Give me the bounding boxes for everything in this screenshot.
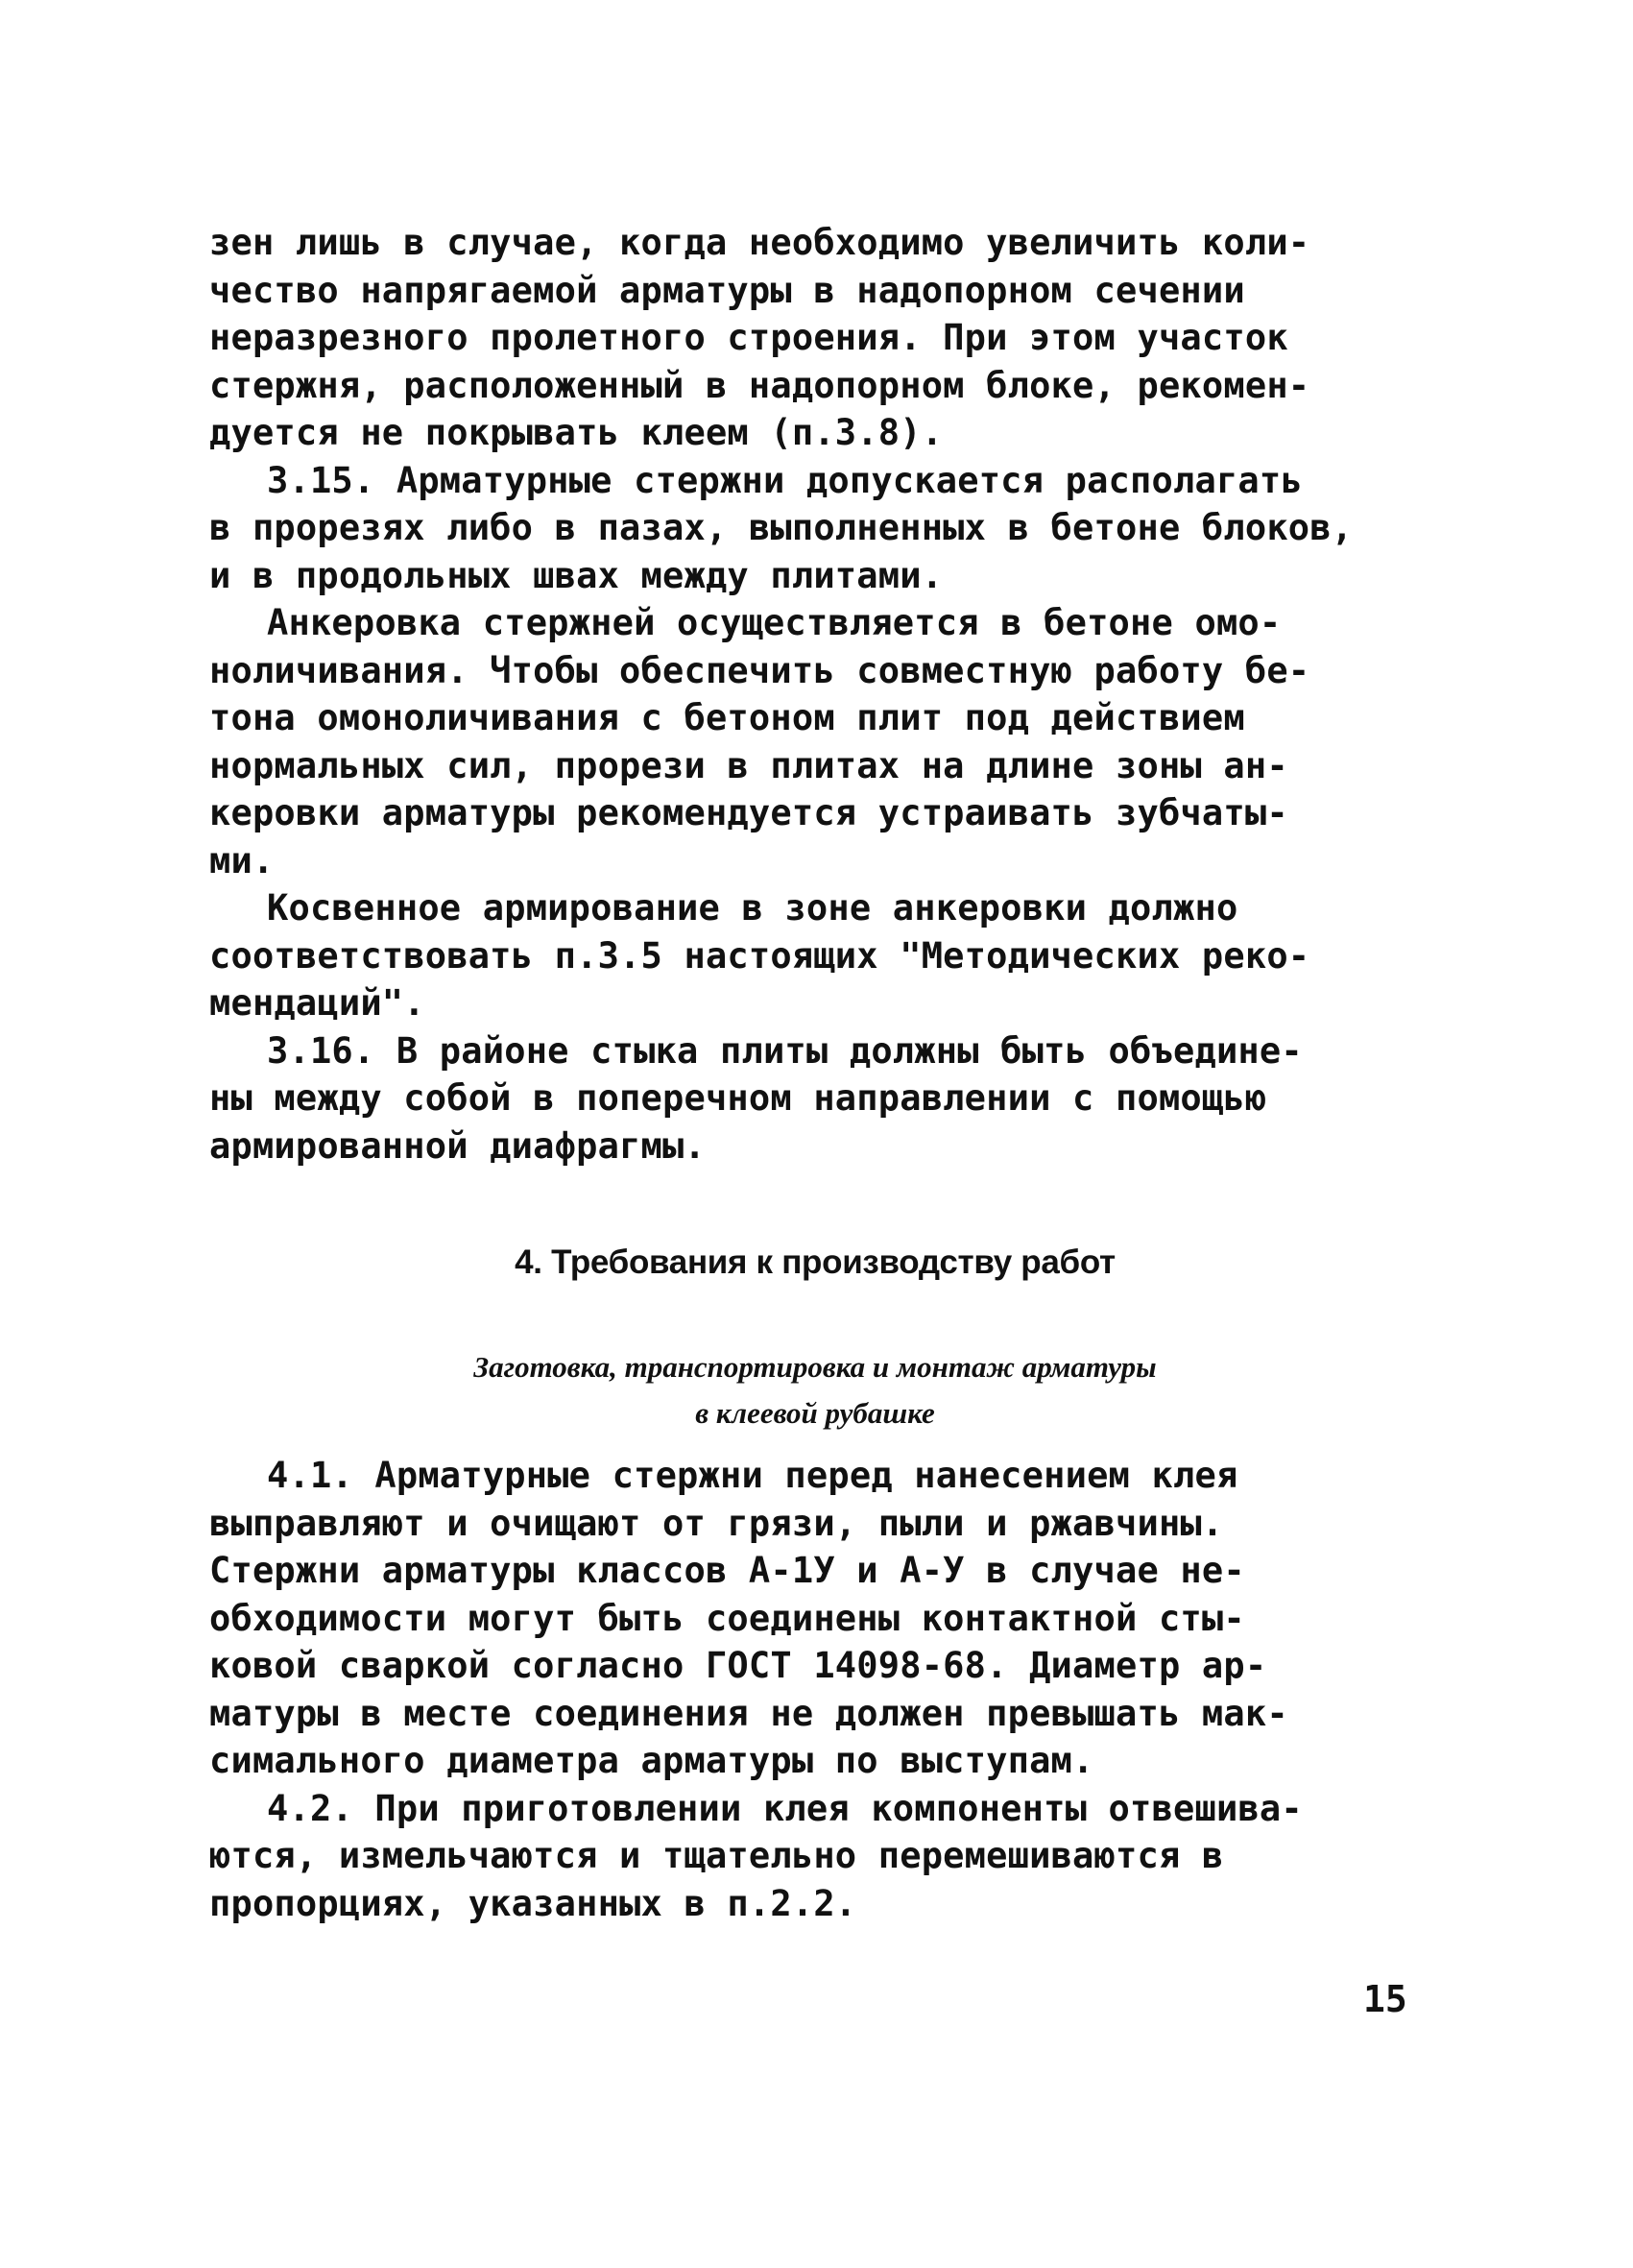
paragraph-anchoring-start: Анкеровка стержней осуществляется в бетоне омо- — [267, 602, 1282, 643]
text-line: обходимости могут быть соединены контактной сты- — [209, 1597, 1245, 1639]
text-line: симального диаметра арматуры по выступам. — [209, 1740, 1094, 1781]
text-line: тона омоноличивания с бетоном плит под действием — [209, 697, 1245, 738]
text-line: матуры в месте соединения не должен превышать мак- — [209, 1692, 1288, 1734]
text-line: неразрезного пролетного строения. При этом участок — [209, 317, 1288, 358]
paragraph-4-2-start: 4.2. При приготовлении клея компоненты отвешива- — [267, 1787, 1303, 1829]
text-line: армированной диафрагмы. — [209, 1124, 706, 1167]
text-line: пропорциях, указанных в п.2.2. — [209, 1882, 857, 1924]
section-heading: 4. Требования к производству работ — [515, 1243, 1116, 1281]
text-line: зен лишь в случае, когда необходимо увеличить коли- — [209, 222, 1310, 263]
text-block-section-4 — [209, 1452, 1421, 1927]
text-block-section-3 — [209, 219, 1421, 1170]
text-line: ноличивания. Чтобы обеспечить совместную работу бе- — [209, 649, 1310, 691]
paragraph-4-1-start: 4.1. Арматурные стержни перед нанесением клея — [267, 1455, 1238, 1496]
section-subheading-line2: в клеевой рубашке — [695, 1396, 935, 1430]
text-line: керовки арматуры рекомендуется устраивать зубчаты- — [209, 792, 1288, 833]
text-line: в прорезях либо в пазах, выполненных в бетоне блоков, — [209, 507, 1354, 548]
text-line: дуется не покрывать клеем (п.3.8). — [209, 412, 944, 453]
section-subheading-line1: Заготовка, транспортировка и монтаж арматуры — [473, 1350, 1157, 1384]
text-line: мендаций". — [209, 982, 425, 1024]
text-line: ковой сваркой согласно ГОСТ 14098-68. Диаметр ар- — [209, 1645, 1267, 1686]
page-number: 15 — [1363, 1978, 1407, 2020]
text-line: стержня, расположенный в надопорном блоке, рекомен- — [209, 364, 1310, 406]
text-line: соответствовать п.3.5 настоящих "Методических реко- — [209, 934, 1310, 977]
text-line: и в продольных швах между плитами. — [209, 554, 944, 596]
text-line: выправляют и очищают от грязи, пыли и ржавчины. — [209, 1502, 1224, 1544]
text-line: Стержни арматуры классов А-1У и А-У в случае не- — [209, 1550, 1245, 1591]
paragraph-indirect-reinforcement-start: Косвенное армирование в зоне анкеровки должно — [267, 887, 1238, 929]
paragraph-3-15-start: 3.15. Арматурные стержни допускается располагать — [267, 459, 1303, 501]
paragraph-3-16-start: 3.16. В районе стыка плиты должны быть объедине- — [267, 1029, 1303, 1072]
text-line: ны между собой в поперечном направлении с помощью — [209, 1077, 1267, 1119]
text-line: ются, измельчаются и тщательно перемешиваются в — [209, 1835, 1224, 1876]
text-line: чество напрягаемой арматуры в надопорном сечении — [209, 269, 1245, 311]
text-line: ми. — [209, 839, 275, 881]
text-line: нормальных сил, прорези в плитах на длине зоны ан- — [209, 744, 1288, 786]
